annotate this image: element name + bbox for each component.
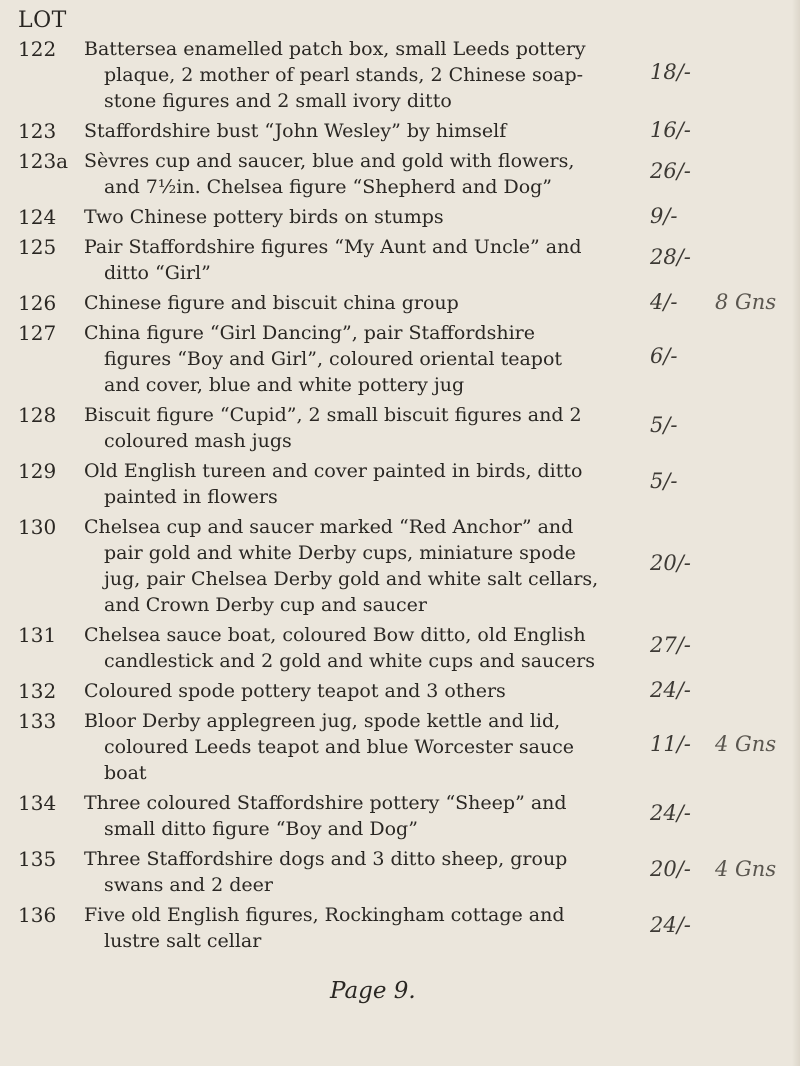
- description-line: swans and 2 deer: [104, 874, 273, 896]
- description-line: coloured mash jugs: [104, 430, 292, 452]
- lot-description: [84, 514, 684, 618]
- lot-description: [84, 118, 684, 144]
- lot-number: 134: [18, 791, 57, 815]
- lot-description: [84, 902, 684, 954]
- handwritten-price: 28/-: [650, 245, 691, 269]
- lot-number: 126: [18, 291, 57, 315]
- handwritten-note: 4 Gns: [715, 732, 777, 756]
- description-line: plaque, 2 mother of pearl stands, 2 Chinese soap-: [104, 64, 584, 86]
- handwritten-note: 4 Gns: [715, 857, 777, 881]
- lot-description: [84, 234, 684, 286]
- lot-number: 131: [18, 623, 57, 647]
- handwritten-price: 20/-: [650, 857, 691, 881]
- description-line: Staffordshire bust “John Wesley” by himself: [84, 120, 507, 142]
- lot-description: [84, 846, 684, 898]
- description-line: Battersea enamelled patch box, small Leeds pottery: [84, 38, 586, 60]
- lot-description: [84, 148, 684, 200]
- description-line: Chinese figure and biscuit china group: [84, 292, 459, 314]
- description-line: jug, pair Chelsea Derby gold and white salt cellars,: [104, 568, 599, 590]
- handwritten-price: 4/-: [650, 290, 678, 314]
- lot-description: [84, 204, 684, 230]
- description-line: Two Chinese pottery birds on stumps: [84, 206, 444, 228]
- lot-description: [84, 458, 684, 510]
- handwritten-price: 24/-: [650, 801, 691, 825]
- lot-number: 135: [18, 847, 57, 871]
- page-edge: [792, 0, 800, 1066]
- description-line: Pair Staffordshire figures “My Aunt and Uncle” and: [84, 236, 582, 258]
- lot-number: 125: [18, 235, 57, 259]
- description-line: stone figures and 2 small ivory ditto: [104, 90, 452, 112]
- description-line: lustre salt cellar: [104, 930, 262, 952]
- description-line: Five old English figures, Rockingham cottage and: [84, 904, 565, 926]
- handwritten-price: 20/-: [650, 551, 691, 575]
- handwritten-price: 24/-: [650, 678, 691, 702]
- lot-number: 130: [18, 515, 57, 539]
- lot-description: [84, 290, 684, 316]
- lot-description: [84, 36, 684, 114]
- description-line: boat: [104, 762, 147, 784]
- description-line: and Crown Derby cup and saucer: [104, 594, 427, 616]
- description-line: Chelsea sauce boat, coloured Bow ditto, old English: [84, 624, 586, 646]
- description-line: painted in flowers: [104, 486, 278, 508]
- lot-description: [84, 790, 684, 842]
- description-line: Three coloured Staffordshire pottery “Sheep” and: [84, 792, 567, 814]
- lot-description: [84, 320, 684, 398]
- handwritten-price: 11/-: [650, 732, 691, 756]
- description-line: pair gold and white Derby cups, miniature spode: [104, 542, 576, 564]
- description-line: Biscuit figure “Cupid”, 2 small biscuit figures and 2: [84, 404, 582, 426]
- lot-description: [84, 708, 684, 786]
- lot-number: 123a: [18, 149, 69, 173]
- handwritten-price: 18/-: [650, 60, 691, 84]
- handwritten-price: 5/-: [650, 469, 678, 493]
- description-line: Coloured spode pottery teapot and 3 others: [84, 680, 506, 702]
- lot-description: [84, 622, 684, 674]
- description-line: Old English tureen and cover painted in birds, ditto: [84, 460, 583, 482]
- description-line: Bloor Derby applegreen jug, spode kettle and lid,: [84, 710, 561, 732]
- handwritten-price: 24/-: [650, 913, 691, 937]
- handwritten-price: 16/-: [650, 118, 691, 142]
- description-line: figures “Boy and Girl”, coloured oriental teapot: [104, 348, 563, 370]
- lot-number: 132: [18, 679, 57, 703]
- description-line: and cover, blue and white pottery jug: [104, 374, 465, 396]
- description-line: candlestick and 2 gold and white cups and saucers: [104, 650, 596, 672]
- lot-number: 129: [18, 459, 57, 483]
- description-line: small ditto figure “Boy and Dog”: [104, 818, 418, 840]
- handwritten-price: 26/-: [650, 159, 691, 183]
- description-line: China figure “Girl Dancing”, pair Staffordshire: [84, 322, 536, 344]
- description-line: coloured Leeds teapot and blue Worcester sauce: [104, 736, 575, 758]
- lot-number: 123: [18, 119, 57, 143]
- description-line: Chelsea cup and saucer marked “Red Anchor” and: [84, 516, 574, 538]
- description-line: Three Staffordshire dogs and 3 ditto sheep, group: [84, 848, 568, 870]
- lot-number: 128: [18, 403, 57, 427]
- page-number: Page 9.: [330, 978, 416, 1004]
- handwritten-price: 27/-: [650, 633, 691, 657]
- description-line: Sèvres cup and saucer, blue and gold with flowers,: [84, 150, 575, 172]
- lot-description: [84, 678, 684, 704]
- description-line: ditto “Girl”: [104, 262, 211, 284]
- lot-description: [84, 402, 684, 454]
- description-line: and 7½in. Chelsea figure “Shepherd and Dog”: [104, 176, 553, 198]
- handwritten-price: 9/-: [650, 204, 678, 228]
- lot-number: 124: [18, 205, 57, 229]
- lot-number: 122: [18, 37, 57, 61]
- handwritten-note: 8 Gns: [715, 290, 777, 314]
- handwritten-price: 5/-: [650, 413, 678, 437]
- lot-number: 136: [18, 903, 57, 927]
- handwritten-price: 6/-: [650, 344, 678, 368]
- lot-number: 133: [18, 709, 57, 733]
- lot-number: 127: [18, 321, 57, 345]
- lot-column-header: LOT: [18, 8, 67, 33]
